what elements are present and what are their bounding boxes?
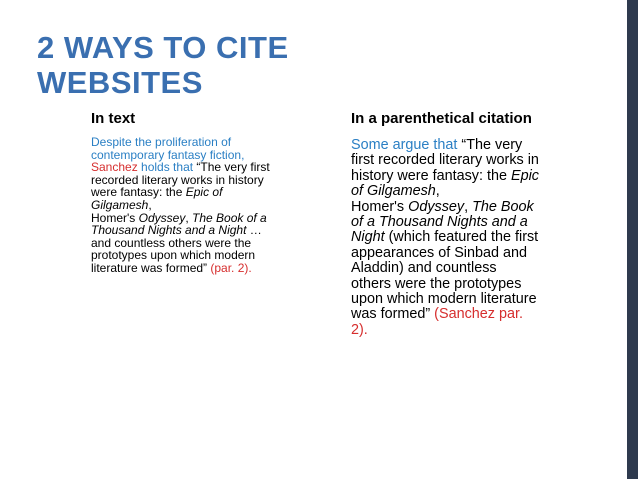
left-line-2: contemporary fantasy fiction, (91, 147, 245, 162)
parenthetical-citation: (Sanchez par. (434, 306, 523, 323)
parenthetical-example (351, 138, 591, 338)
right-line-2: first recorded literary works in (351, 152, 539, 169)
left-line-6: Gilgamesh, (91, 197, 152, 212)
left-line-7: Homer's Odyssey, The Book of a (91, 210, 267, 225)
left-line-4: recorded literary works in history (91, 172, 264, 187)
right-line-9: Aladdin) and countless (351, 260, 497, 277)
right-line-3: history were fantasy: the Epic (351, 167, 539, 184)
signal-phrase: Some argue that (351, 137, 462, 153)
in-text-heading: In text (91, 110, 136, 127)
left-line-3: Sanchez holds that “The very first (91, 160, 270, 175)
right-line-4: of Gilgamesh, (351, 183, 440, 200)
right-line-8: appearances of Sinbad and (351, 244, 528, 261)
left-line-8: Thousand Nights and a Night … (91, 223, 262, 238)
right-line-13: 2). (351, 321, 368, 338)
left-line-5: were fantasy: the Epic of (91, 185, 223, 200)
left-line-1: Despite the proliferation of (91, 135, 232, 149)
slide-title (37, 30, 597, 100)
right-line-6: of a Thousand Nights and a (351, 214, 528, 231)
in-text-example (91, 136, 339, 275)
right-line-5: Homer's Odyssey, The Book (351, 198, 534, 215)
left-line-9: and countless others were the (91, 235, 252, 250)
right-line-12: was formed” (Sanchez par. (351, 306, 523, 323)
signal-phrase: holds that (137, 160, 194, 175)
right-line-10: others were the prototypes (351, 275, 522, 292)
in-text-citation: (par. 2). (210, 260, 252, 275)
left-line-10: prototypes upon which modern (91, 248, 256, 263)
title-line-1: 2 WAYS TO CITE (37, 30, 289, 65)
author-name: Sanchez (91, 160, 138, 175)
right-line-1: Some argue that “The very (351, 137, 523, 153)
parenthetical-heading: In a parenthetical citation (351, 110, 532, 127)
left-line-11: literature was formed” (par. 2). (91, 260, 252, 275)
right-line-11: upon which modern literature (351, 291, 537, 308)
title-line-2: WEBSITES (37, 65, 203, 100)
right-line-7: Night (which featured the first (351, 229, 539, 246)
right-edge-bar (627, 0, 638, 479)
